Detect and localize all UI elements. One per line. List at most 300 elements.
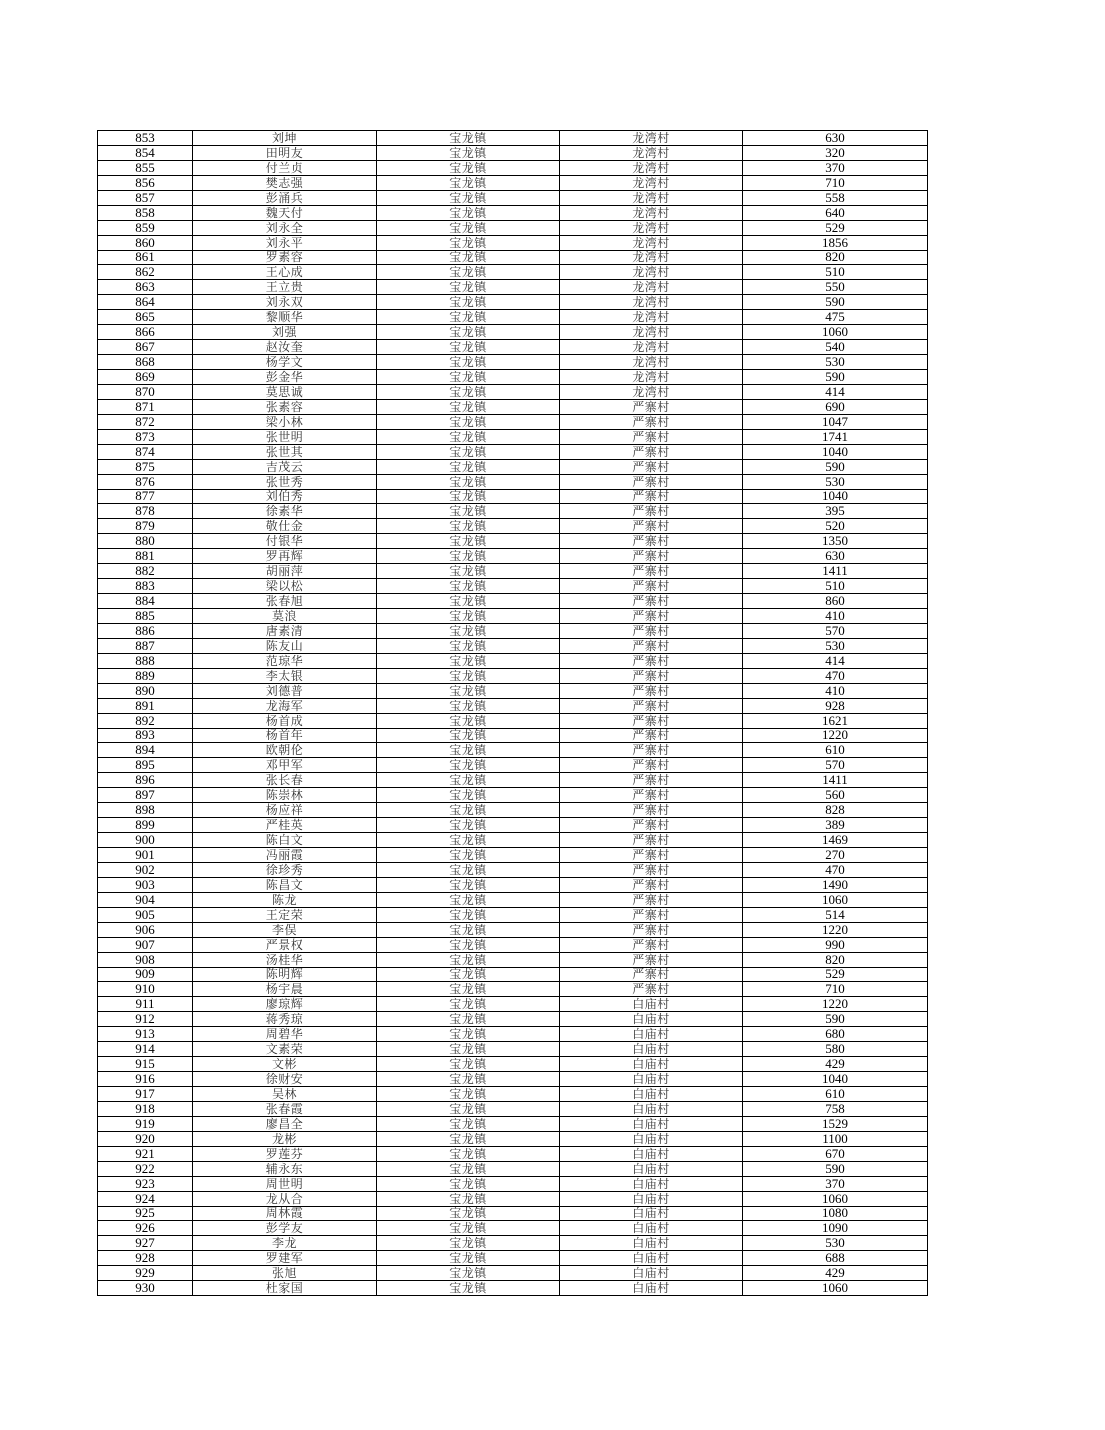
amount-cell: 820 <box>743 952 928 967</box>
town-cell: 宝龙镇 <box>377 1266 560 1281</box>
name-cell: 龙从合 <box>193 1191 377 1206</box>
name-cell: 梁以松 <box>193 579 377 594</box>
table-row <box>98 922 928 937</box>
table-row <box>98 1176 928 1191</box>
name-cell: 唐素清 <box>193 623 377 638</box>
table-row <box>98 1131 928 1146</box>
row-number-cell: 884 <box>98 594 193 609</box>
row-number-cell: 926 <box>98 1221 193 1236</box>
town-cell: 宝龙镇 <box>377 952 560 967</box>
name-cell: 徐珍秀 <box>193 862 377 877</box>
village-cell: 龙湾村 <box>560 220 743 235</box>
table-row <box>98 429 928 444</box>
name-cell: 张春旭 <box>193 594 377 609</box>
town-cell: 宝龙镇 <box>377 1176 560 1191</box>
town-cell: 宝龙镇 <box>377 310 560 325</box>
table-row <box>98 534 928 549</box>
name-cell: 张世其 <box>193 444 377 459</box>
amount-cell: 470 <box>743 668 928 683</box>
row-number-cell: 899 <box>98 818 193 833</box>
name-cell: 彭金华 <box>193 370 377 385</box>
table-row <box>98 683 928 698</box>
village-cell: 严寨村 <box>560 698 743 713</box>
name-cell: 邓甲军 <box>193 758 377 773</box>
name-cell: 刘坤 <box>193 131 377 146</box>
village-cell: 严寨村 <box>560 892 743 907</box>
name-cell: 罗莲芬 <box>193 1146 377 1161</box>
name-cell: 刘永平 <box>193 235 377 250</box>
row-number-cell: 863 <box>98 280 193 295</box>
amount-cell: 414 <box>743 384 928 399</box>
village-cell: 龙湾村 <box>560 235 743 250</box>
name-cell: 莫思诚 <box>193 384 377 399</box>
amount-cell: 410 <box>743 683 928 698</box>
table-row <box>98 1161 928 1176</box>
village-cell: 白庙村 <box>560 1266 743 1281</box>
amount-cell: 680 <box>743 1027 928 1042</box>
name-cell: 罗再辉 <box>193 549 377 564</box>
table-row <box>98 937 928 952</box>
town-cell: 宝龙镇 <box>377 788 560 803</box>
table-row <box>98 982 928 997</box>
village-cell: 白庙村 <box>560 1191 743 1206</box>
town-cell: 宝龙镇 <box>377 175 560 190</box>
village-cell: 严寨村 <box>560 848 743 863</box>
row-number-cell: 885 <box>98 609 193 624</box>
village-cell: 白庙村 <box>560 1176 743 1191</box>
village-cell: 白庙村 <box>560 1236 743 1251</box>
village-cell: 严寨村 <box>560 788 743 803</box>
table-row <box>98 220 928 235</box>
village-cell: 白庙村 <box>560 1012 743 1027</box>
table-row <box>98 414 928 429</box>
table-row <box>98 997 928 1012</box>
name-cell: 吉茂云 <box>193 459 377 474</box>
town-cell: 宝龙镇 <box>377 818 560 833</box>
row-number-cell: 883 <box>98 579 193 594</box>
village-cell: 龙湾村 <box>560 205 743 220</box>
row-number-cell: 895 <box>98 758 193 773</box>
row-number-cell: 898 <box>98 803 193 818</box>
village-cell: 白庙村 <box>560 997 743 1012</box>
amount-cell: 1741 <box>743 429 928 444</box>
table-row <box>98 579 928 594</box>
row-number-cell: 925 <box>98 1206 193 1221</box>
table-row <box>98 474 928 489</box>
amount-cell: 530 <box>743 355 928 370</box>
amount-cell: 1040 <box>743 444 928 459</box>
table-row <box>98 489 928 504</box>
town-cell: 宝龙镇 <box>377 429 560 444</box>
row-number-cell: 876 <box>98 474 193 489</box>
table-row <box>98 877 928 892</box>
amount-cell: 928 <box>743 698 928 713</box>
town-cell: 宝龙镇 <box>377 384 560 399</box>
row-number-cell: 871 <box>98 399 193 414</box>
name-cell: 严桂英 <box>193 818 377 833</box>
village-cell: 严寨村 <box>560 683 743 698</box>
village-cell: 严寨村 <box>560 877 743 892</box>
name-cell: 辅永东 <box>193 1161 377 1176</box>
village-cell: 严寨村 <box>560 728 743 743</box>
amount-cell: 389 <box>743 818 928 833</box>
row-number-cell: 923 <box>98 1176 193 1191</box>
village-cell: 严寨村 <box>560 564 743 579</box>
town-cell: 宝龙镇 <box>377 489 560 504</box>
village-cell: 严寨村 <box>560 937 743 952</box>
table-row <box>98 310 928 325</box>
name-cell: 杨宇晨 <box>193 982 377 997</box>
row-number-cell: 927 <box>98 1236 193 1251</box>
amount-cell: 630 <box>743 131 928 146</box>
row-number-cell: 879 <box>98 519 193 534</box>
table-row <box>98 862 928 877</box>
name-cell: 刘永全 <box>193 220 377 235</box>
amount-cell: 520 <box>743 519 928 534</box>
town-cell: 宝龙镇 <box>377 1281 560 1296</box>
town-cell: 宝龙镇 <box>377 265 560 280</box>
amount-cell: 395 <box>743 504 928 519</box>
town-cell: 宝龙镇 <box>377 728 560 743</box>
name-cell: 陈友山 <box>193 638 377 653</box>
row-number-cell: 893 <box>98 728 193 743</box>
name-cell: 周碧华 <box>193 1027 377 1042</box>
amount-cell: 828 <box>743 803 928 818</box>
name-cell: 蒋秀琼 <box>193 1012 377 1027</box>
table-row <box>98 848 928 863</box>
table-row <box>98 818 928 833</box>
name-cell: 冯丽霞 <box>193 848 377 863</box>
amount-cell: 1490 <box>743 877 928 892</box>
table-row <box>98 1266 928 1281</box>
name-cell: 张旭 <box>193 1266 377 1281</box>
amount-cell: 429 <box>743 1266 928 1281</box>
row-number-cell: 882 <box>98 564 193 579</box>
amount-cell: 590 <box>743 459 928 474</box>
row-number-cell: 886 <box>98 623 193 638</box>
town-cell: 宝龙镇 <box>377 683 560 698</box>
amount-cell: 370 <box>743 1176 928 1191</box>
village-cell: 严寨村 <box>560 399 743 414</box>
row-number-cell: 902 <box>98 862 193 877</box>
name-cell: 杨应祥 <box>193 803 377 818</box>
town-cell: 宝龙镇 <box>377 564 560 579</box>
village-cell: 严寨村 <box>560 474 743 489</box>
town-cell: 宝龙镇 <box>377 1191 560 1206</box>
name-cell: 刘永双 <box>193 295 377 310</box>
amount-cell: 530 <box>743 1236 928 1251</box>
town-cell: 宝龙镇 <box>377 594 560 609</box>
amount-cell: 558 <box>743 190 928 205</box>
town-cell: 宝龙镇 <box>377 1251 560 1266</box>
name-cell: 徐财安 <box>193 1072 377 1087</box>
amount-cell: 610 <box>743 743 928 758</box>
table-row <box>98 340 928 355</box>
row-number-cell: 891 <box>98 698 193 713</box>
table-body <box>98 131 928 1296</box>
row-number-cell: 858 <box>98 205 193 220</box>
amount-cell: 1469 <box>743 833 928 848</box>
village-cell: 白庙村 <box>560 1221 743 1236</box>
village-cell: 白庙村 <box>560 1027 743 1042</box>
amount-cell: 530 <box>743 474 928 489</box>
village-cell: 白庙村 <box>560 1057 743 1072</box>
row-number-cell: 929 <box>98 1266 193 1281</box>
village-cell: 白庙村 <box>560 1251 743 1266</box>
amount-cell: 1040 <box>743 489 928 504</box>
name-cell: 张世秀 <box>193 474 377 489</box>
town-cell: 宝龙镇 <box>377 1012 560 1027</box>
table-row <box>98 325 928 340</box>
town-cell: 宝龙镇 <box>377 877 560 892</box>
table-row <box>98 175 928 190</box>
name-cell: 彭涌兵 <box>193 190 377 205</box>
amount-cell: 590 <box>743 1161 928 1176</box>
town-cell: 宝龙镇 <box>377 922 560 937</box>
name-cell: 张长春 <box>193 773 377 788</box>
town-cell: 宝龙镇 <box>377 743 560 758</box>
table-row <box>98 758 928 773</box>
town-cell: 宝龙镇 <box>377 504 560 519</box>
name-cell: 文素荣 <box>193 1042 377 1057</box>
town-cell: 宝龙镇 <box>377 235 560 250</box>
village-cell: 白庙村 <box>560 1146 743 1161</box>
table-row <box>98 1027 928 1042</box>
amount-cell: 570 <box>743 758 928 773</box>
village-cell: 白庙村 <box>560 1087 743 1102</box>
row-number-cell: 930 <box>98 1281 193 1296</box>
amount-cell: 640 <box>743 205 928 220</box>
village-cell: 白庙村 <box>560 1101 743 1116</box>
row-number-cell: 912 <box>98 1012 193 1027</box>
village-cell: 龙湾村 <box>560 175 743 190</box>
row-number-cell: 922 <box>98 1161 193 1176</box>
row-number-cell: 911 <box>98 997 193 1012</box>
village-cell: 严寨村 <box>560 519 743 534</box>
name-cell: 张世明 <box>193 429 377 444</box>
village-cell: 白庙村 <box>560 1281 743 1296</box>
row-number-cell: 873 <box>98 429 193 444</box>
town-cell: 宝龙镇 <box>377 131 560 146</box>
town-cell: 宝龙镇 <box>377 579 560 594</box>
table-row <box>98 1281 928 1296</box>
town-cell: 宝龙镇 <box>377 190 560 205</box>
row-number-cell: 878 <box>98 504 193 519</box>
town-cell: 宝龙镇 <box>377 444 560 459</box>
amount-cell: 1411 <box>743 564 928 579</box>
table-row <box>98 728 928 743</box>
amount-cell: 1411 <box>743 773 928 788</box>
name-cell: 杨首成 <box>193 713 377 728</box>
village-cell: 龙湾村 <box>560 265 743 280</box>
amount-cell: 510 <box>743 579 928 594</box>
town-cell: 宝龙镇 <box>377 937 560 952</box>
town-cell: 宝龙镇 <box>377 698 560 713</box>
table-row <box>98 1251 928 1266</box>
name-cell: 胡丽萍 <box>193 564 377 579</box>
row-number-cell: 890 <box>98 683 193 698</box>
name-cell: 文彬 <box>193 1057 377 1072</box>
row-number-cell: 913 <box>98 1027 193 1042</box>
table-row <box>98 698 928 713</box>
table-row <box>98 668 928 683</box>
town-cell: 宝龙镇 <box>377 370 560 385</box>
row-number-cell: 901 <box>98 848 193 863</box>
table-row <box>98 355 928 370</box>
row-number-cell: 892 <box>98 713 193 728</box>
village-cell: 龙湾村 <box>560 340 743 355</box>
row-number-cell: 867 <box>98 340 193 355</box>
data-table <box>97 130 928 1296</box>
name-cell: 李俣 <box>193 922 377 937</box>
name-cell: 王心成 <box>193 265 377 280</box>
village-cell: 白庙村 <box>560 1072 743 1087</box>
town-cell: 宝龙镇 <box>377 758 560 773</box>
table-row <box>98 594 928 609</box>
table-row <box>98 444 928 459</box>
village-cell: 严寨村 <box>560 429 743 444</box>
town-cell: 宝龙镇 <box>377 205 560 220</box>
village-cell: 龙湾村 <box>560 355 743 370</box>
town-cell: 宝龙镇 <box>377 414 560 429</box>
amount-cell: 1080 <box>743 1206 928 1221</box>
amount-cell: 1350 <box>743 534 928 549</box>
row-number-cell: 869 <box>98 370 193 385</box>
name-cell: 刘强 <box>193 325 377 340</box>
town-cell: 宝龙镇 <box>377 325 560 340</box>
table-row <box>98 907 928 922</box>
amount-cell: 860 <box>743 594 928 609</box>
town-cell: 宝龙镇 <box>377 1146 560 1161</box>
table-row <box>98 1057 928 1072</box>
town-cell: 宝龙镇 <box>377 340 560 355</box>
amount-cell: 688 <box>743 1251 928 1266</box>
town-cell: 宝龙镇 <box>377 1206 560 1221</box>
town-cell: 宝龙镇 <box>377 250 560 265</box>
row-number-cell: 921 <box>98 1146 193 1161</box>
name-cell: 陈崇林 <box>193 788 377 803</box>
row-number-cell: 875 <box>98 459 193 474</box>
amount-cell: 550 <box>743 280 928 295</box>
row-number-cell: 908 <box>98 952 193 967</box>
name-cell: 魏天付 <box>193 205 377 220</box>
name-cell: 李龙 <box>193 1236 377 1251</box>
table-row <box>98 265 928 280</box>
name-cell: 罗建军 <box>193 1251 377 1266</box>
town-cell: 宝龙镇 <box>377 1101 560 1116</box>
row-number-cell: 919 <box>98 1116 193 1131</box>
village-cell: 白庙村 <box>560 1042 743 1057</box>
name-cell: 陈白文 <box>193 833 377 848</box>
amount-cell: 710 <box>743 982 928 997</box>
name-cell: 杜家国 <box>193 1281 377 1296</box>
table-row <box>98 1087 928 1102</box>
village-cell: 白庙村 <box>560 1161 743 1176</box>
table-row <box>98 788 928 803</box>
amount-cell: 820 <box>743 250 928 265</box>
village-cell: 龙湾村 <box>560 370 743 385</box>
table-row <box>98 892 928 907</box>
table-row <box>98 549 928 564</box>
village-cell: 严寨村 <box>560 489 743 504</box>
row-number-cell: 862 <box>98 265 193 280</box>
town-cell: 宝龙镇 <box>377 280 560 295</box>
village-cell: 严寨村 <box>560 444 743 459</box>
name-cell: 杨学文 <box>193 355 377 370</box>
town-cell: 宝龙镇 <box>377 295 560 310</box>
village-cell: 严寨村 <box>560 579 743 594</box>
table-row <box>98 145 928 160</box>
table-row <box>98 250 928 265</box>
row-number-cell: 928 <box>98 1251 193 1266</box>
table-row <box>98 295 928 310</box>
town-cell: 宝龙镇 <box>377 1072 560 1087</box>
town-cell: 宝龙镇 <box>377 653 560 668</box>
name-cell: 敬仕金 <box>193 519 377 534</box>
village-cell: 龙湾村 <box>560 325 743 340</box>
name-cell: 廖琼辉 <box>193 997 377 1012</box>
row-number-cell: 894 <box>98 743 193 758</box>
village-cell: 严寨村 <box>560 534 743 549</box>
village-cell: 严寨村 <box>560 638 743 653</box>
amount-cell: 710 <box>743 175 928 190</box>
town-cell: 宝龙镇 <box>377 160 560 175</box>
name-cell: 周世明 <box>193 1176 377 1191</box>
table-row <box>98 370 928 385</box>
name-cell: 杨首年 <box>193 728 377 743</box>
village-cell: 严寨村 <box>560 668 743 683</box>
table-row <box>98 1042 928 1057</box>
name-cell: 樊志强 <box>193 175 377 190</box>
village-cell: 严寨村 <box>560 922 743 937</box>
row-number-cell: 920 <box>98 1131 193 1146</box>
row-number-cell: 870 <box>98 384 193 399</box>
town-cell: 宝龙镇 <box>377 967 560 982</box>
table-row <box>98 1116 928 1131</box>
table-row <box>98 1191 928 1206</box>
row-number-cell: 916 <box>98 1072 193 1087</box>
name-cell: 刘德普 <box>193 683 377 698</box>
name-cell: 梁小林 <box>193 414 377 429</box>
row-number-cell: 909 <box>98 967 193 982</box>
village-cell: 龙湾村 <box>560 384 743 399</box>
amount-cell: 470 <box>743 862 928 877</box>
village-cell: 白庙村 <box>560 1116 743 1131</box>
table-row <box>98 623 928 638</box>
amount-cell: 540 <box>743 340 928 355</box>
row-number-cell: 874 <box>98 444 193 459</box>
village-cell: 严寨村 <box>560 818 743 833</box>
table-row <box>98 967 928 982</box>
name-cell: 范琼华 <box>193 653 377 668</box>
table-row <box>98 399 928 414</box>
village-cell: 龙湾村 <box>560 145 743 160</box>
table-row <box>98 235 928 250</box>
town-cell: 宝龙镇 <box>377 907 560 922</box>
row-number-cell: 897 <box>98 788 193 803</box>
table-row <box>98 713 928 728</box>
amount-cell: 590 <box>743 295 928 310</box>
row-number-cell: 903 <box>98 877 193 892</box>
town-cell: 宝龙镇 <box>377 803 560 818</box>
table-row <box>98 504 928 519</box>
village-cell: 白庙村 <box>560 1131 743 1146</box>
amount-cell: 514 <box>743 907 928 922</box>
town-cell: 宝龙镇 <box>377 609 560 624</box>
name-cell: 王立贵 <box>193 280 377 295</box>
table-row <box>98 1101 928 1116</box>
amount-cell: 1060 <box>743 325 928 340</box>
